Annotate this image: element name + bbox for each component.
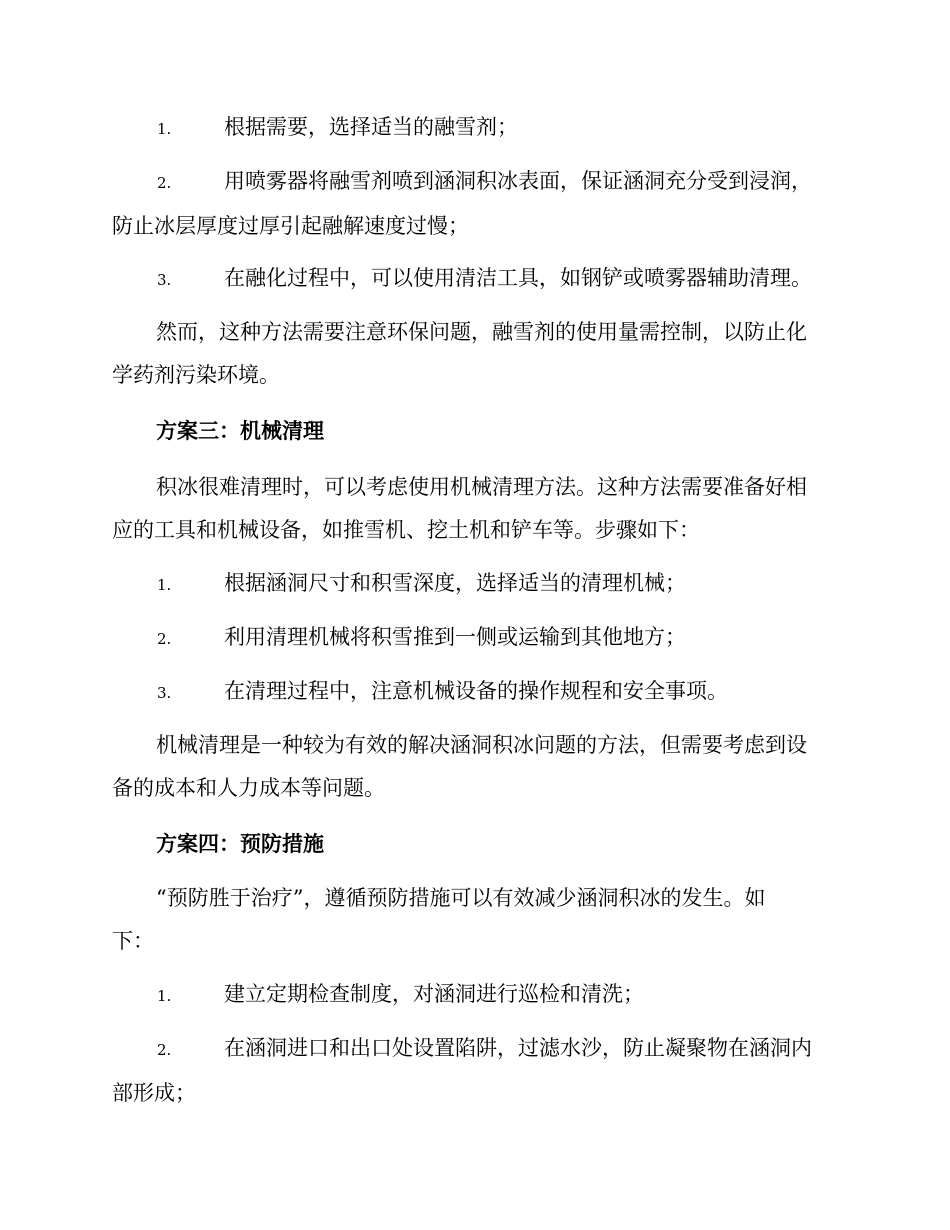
list-number: 3.	[157, 684, 172, 702]
paragraph-line: 学药剂污染环境。	[112, 363, 280, 387]
paragraph	[112, 311, 834, 397]
paragraph	[112, 724, 834, 810]
list-number: 2.	[157, 630, 172, 648]
paragraph-line: 然而，这种方法需要注意环保问题，融雪剂的使用量需控制，以防止化	[156, 320, 807, 344]
list-text: 在涵洞进口和出口处设置陷阱，过滤水沙，防止凝聚物在涵洞内	[224, 1036, 812, 1060]
section-heading: 方案四：预防措施	[156, 831, 324, 856]
list-item	[112, 160, 834, 248]
list-item	[112, 106, 834, 151]
list-item	[112, 257, 834, 302]
paragraph-line: 机械清理是一种较为有效的解决涵洞积冰问题的方法，但需要考虑到设	[156, 733, 807, 757]
list-text: 在融化过程中，可以使用清洁工具，如钢铲或喷雾器辅助清理。	[224, 266, 812, 290]
list-text: 在清理过程中，注意机械设备的操作规程和安全事项。	[224, 679, 728, 703]
paragraph-line: 备的成本和人力成本等问题。	[112, 776, 385, 800]
list-text-continued: 部形成；	[112, 1081, 196, 1105]
list-item	[112, 616, 834, 661]
list-number: 2.	[157, 174, 172, 192]
paragraph-line: 应的工具和机械设备，如推雪机、挖土机和铲车等。步骤如下：	[112, 518, 700, 542]
paragraph	[112, 466, 834, 552]
section-heading: 方案三：机械清理	[156, 418, 324, 443]
list-text-continued: 防止冰层厚度过厚引起融解速度过慢；	[112, 214, 469, 238]
list-text: 根据涵洞尺寸和积雪深度，选择适当的清理机械；	[224, 571, 686, 595]
paragraph	[112, 877, 834, 963]
list-text: 根据需要，选择适当的融雪剂；	[224, 115, 518, 139]
list-item	[112, 670, 834, 715]
list-number: 2.	[157, 1041, 172, 1059]
list-number: 1.	[157, 120, 172, 138]
paragraph-line: 下：	[112, 929, 154, 953]
paragraph-line: “预防胜于治疗”，遵循预防措施可以有效减少涵洞积冰的发生。如	[156, 886, 766, 910]
list-text: 用喷雾器将融雪剂喷到涵洞积冰表面，保证涵洞充分受到浸润，	[224, 169, 812, 193]
list-text: 利用清理机械将积雪推到一侧或运输到其他地方；	[224, 625, 686, 649]
list-number: 1.	[157, 576, 172, 594]
list-item	[112, 1027, 834, 1115]
list-text: 建立定期检查制度，对涵洞进行巡检和清洗；	[224, 982, 644, 1006]
list-item	[112, 973, 834, 1018]
list-number: 1.	[157, 987, 172, 1005]
list-item	[112, 562, 834, 607]
paragraph-line: 积冰很难清理时，可以考虑使用机械清理方法。这种方法需要准备好相	[156, 475, 807, 499]
list-number: 3.	[157, 271, 172, 289]
